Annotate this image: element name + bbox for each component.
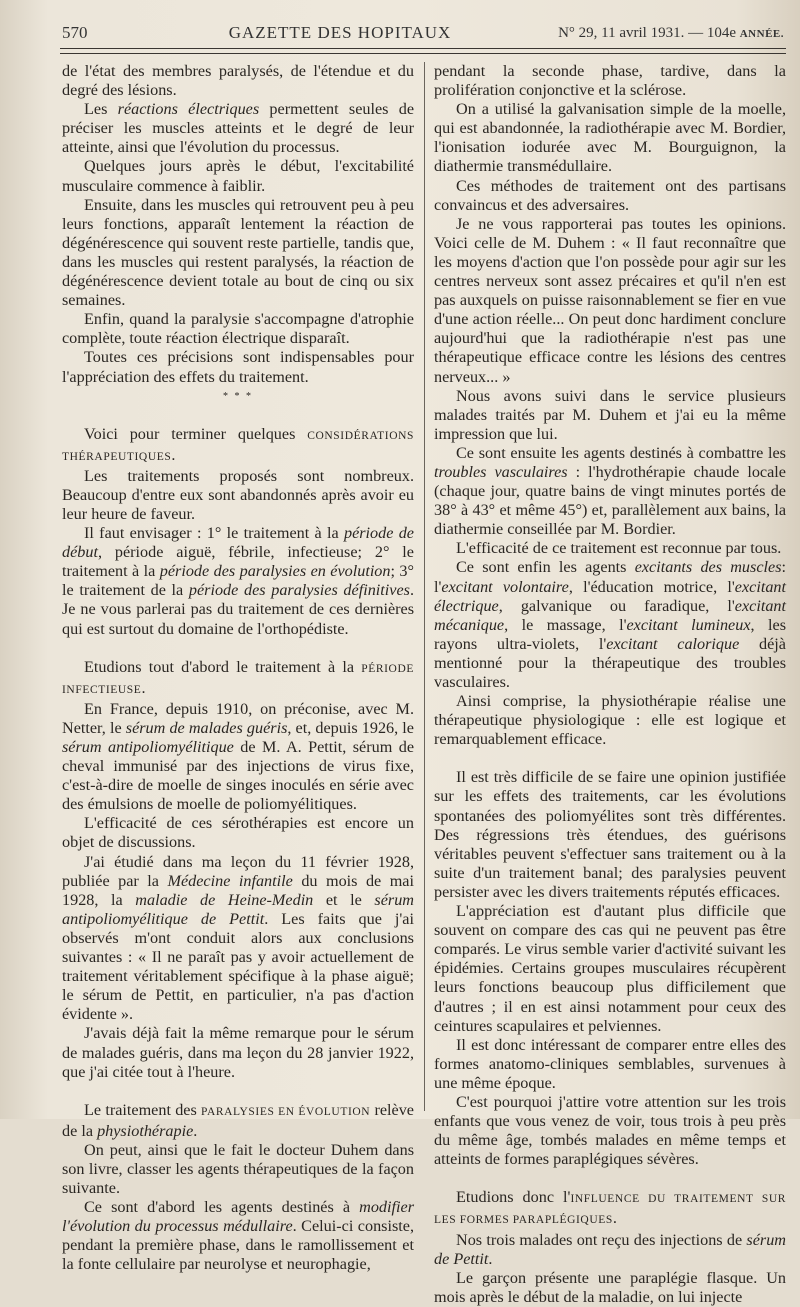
paragraph: Etudions donc l'INFLUENCE DU TRAITEMENT SUR LES FORMES PARAPLÉGIQUES. bbox=[434, 1188, 787, 1228]
paragraph: Ce sont d'abord les agents destinés à modifier l'évolution du processus médullaire. Celui-ci consiste, pendant la première phase, dans le ramollissement et la fonte cellulaire par neurolyse et neurophagie, bbox=[62, 1198, 415, 1274]
paragraph: pendant la seconde phase, tardive, dans la prolifération conjonctive et la sclérose. bbox=[434, 62, 786, 100]
paragraph: Nos trois malades ont reçu des injections de sérum de Pettit. bbox=[434, 1230, 786, 1268]
paragraph: Il faut envisager : 1° le traitement à la période de début, période aiguë, fébrile, infectieuse; 2° le traitement à la période des paralysies en évolution; 3° le traitement de la période des paralysies définitives. Je ne vous parlerai pas du traitement de ces dernières qui est surtout du domaine de l'orthopédiste. bbox=[62, 524, 414, 638]
issue-info bbox=[558, 25, 784, 42]
section-separator: * * * bbox=[223, 390, 253, 402]
paragraph: Ce sont ensuite les agents destinés à combattre les troubles vasculaires : l'hydrothérapie chaude locale (chaque jour, quatre bains de vingt minutes portés de 38° à 43° et même 45°) et, parallèlement aux bains, la diathermie conseillée par M. Bordier. bbox=[434, 443, 786, 539]
paragraph: Le traitement des PARALYSIES EN ÉVOLUTION relève de la physiothérapie. bbox=[62, 1100, 414, 1140]
paragraph: On a utilisé la galvanisation simple de la moelle, qui est abandonnée, la radiothérapie avec M. Bordier, l'ionisation iodurée avec M. Bourguignon, la diathermie transmédullaire. bbox=[434, 100, 786, 176]
column-divider bbox=[424, 62, 425, 1111]
paragraph: Il est très difficile de se faire une opinion justifiée sur les effets des traitements, car les évolutions spontanées des poliomyélites sont très différentes. Des régressions très étendues, des guérisons véritables peuvent s'effectuer sans traitement ou à la suite d'un traitement banal; des paralysies peuvent persister avec les divers traitements réputés efficaces. bbox=[434, 768, 786, 901]
right-column bbox=[434, 62, 786, 1307]
paragraph: Ensuite, dans les muscles qui retrouvent peu à peu leurs fonctions, apparaît lentement la réaction de dégénérescence qui souvent reste partielle, tandis que, dans les muscles qui restent paralysés, la réaction de dégénérescence devient totale au bout de cinq ou six semaines. bbox=[62, 195, 414, 310]
paragraph: Voici pour terminer quelques CONSIDÉRATIONS THÉRAPEUTIQUES. bbox=[62, 424, 414, 464]
paragraph: Je ne vous rapporterai pas toutes les opinions. Voici celle de M. Duhem : « Il faut reconnaître que les moyens d'action que l'on possède pour agir sur les centres nerveux sont assez précaires et qu'il n'en est pas auxquels on puisse raisonnablement se fier en vue d'une action réelle... On peut donc hardiment conclure aujourd'hui que la radiothérapie n'est pas une thérapeutique efficace contre les lésions des centres nerveux... » bbox=[434, 214, 786, 386]
paragraph: On peut, ainsi que le fait le docteur Duhem dans son livre, classer les agents thérapeutiques de la façon suivante. bbox=[62, 1140, 414, 1198]
header-rule bbox=[60, 48, 786, 49]
left-column bbox=[62, 62, 414, 1275]
paragraph: Etudions tout d'abord le traitement à la PÉRIODE INFECTIEUSE. bbox=[62, 657, 414, 697]
paragraph: Les traitements proposés sont nombreux. Beaucoup d'entre eux sont abandonnés après avoir eu leur heure de faveur. bbox=[62, 466, 414, 523]
paragraph: J'ai étudié dans ma leçon du 11 février 1928, publiée par la Médecine infantile du mois de mai 1928, la maladie de Heine-Medin et le sérum antipoliomyélitique de Pettit. Les faits que j'ai observés m'ont conduit alors aux conclusions suivantes : « Il ne paraît pas y avoir actuellement de traitement véritablement spécifique à la phase aiguë; le sérum de Pettit, en particulier, n'a pas d'action évidente ». bbox=[62, 852, 414, 1024]
paragraph: L'efficacité de ces sérothérapies est encore un objet de discussions. bbox=[62, 814, 414, 852]
paragraph: Ainsi comprise, la physiothérapie réalise une thérapeutique physiologique : elle est logique et remarquablement efficace. bbox=[434, 692, 786, 749]
issue-year-label: ANNÉE. bbox=[739, 27, 784, 40]
journal-title: GAZETTE DES HOPITAUX bbox=[228, 23, 452, 42]
paragraph: C'est pourquoi j'attire votre attention sur les trois enfants que vous venez de voir, tous trois à peu près du même âge, tombés malades en même temps et atteints de formes paraplégiques sévères. bbox=[434, 1092, 786, 1169]
header-rule-thin bbox=[60, 53, 786, 54]
paragraph: de l'état des membres paralysés, de l'étendue et du degré des lésions. bbox=[62, 62, 414, 100]
paragraph: L'appréciation est d'autant plus difficile que souvent on compare des cas qui ne peuvent pas être comparés. Le virus semble varier d'activité suivant les épidémies. Certains groupes musculaires récupèrent leurs fonctions beaucoup plus difficilement que d'autres ; il en est ainsi notamment pour ceux des ceintures scapulaires et pelviennes. bbox=[434, 902, 786, 1035]
paragraph: Nous avons suivi dans le service plusieurs malades traités par M. Duhem et j'ai eu la même impression que lui. bbox=[434, 386, 786, 443]
page-header bbox=[62, 18, 784, 48]
paragraph: Quelques jours après le début, l'excitabilité musculaire commence à faiblir. bbox=[62, 157, 414, 195]
paragraph: Les réactions électriques permettent seules de préciser les muscles atteints et le degré de leur atteinte, ainsi que l'évolution du processus. bbox=[62, 100, 415, 157]
paragraph: En France, depuis 1910, on préconise, avec M. Netter, le sérum de malades guéris, et, depuis 1926, le sérum antipoliomyélitique de M. A. Pettit, sérum de cheval immunisé par des injections de virus fixe, c'est-à-dire de moelle de singes inoculés en série avec des émulsions de moelle de poliomyélitiques. bbox=[62, 699, 415, 814]
page-number: 570 bbox=[62, 23, 88, 42]
paragraph: Il est donc intéressant de comparer entre elles des formes anatomo-cliniques semblables, survenues à une même époque. bbox=[434, 1035, 786, 1092]
paragraph: Toutes ces précisions sont indispensables pour l'appréciation des effets du traitement. bbox=[62, 348, 414, 386]
paragraph: Ce sont enfin les agents excitants des muscles: l'excitant volontaire, l'éducation motrice, l'excitant électrique, galvanique ou faradique, l'excitant mécanique, le massage, l'excitant lumineux, les rayons ultra-violets, l'excitant calorique déjà mentionné pour la thérapeutique des troubles vasculaires. bbox=[434, 558, 787, 691]
issue-date: N° 29, 11 avril 1931. — 104e bbox=[558, 24, 740, 41]
paragraph: Ces méthodes de traitement ont des partisans convaincus et des adversaires. bbox=[434, 176, 786, 214]
paragraph: Le garçon présente une paraplégie flasque. Un mois après le début de la maladie, on lui injecte bbox=[434, 1268, 786, 1306]
paragraph: L'efficacité de ce traitement est reconnue par tous. bbox=[456, 539, 782, 558]
paragraph: Enfin, quand la paralysie s'accompagne d'atrophie complète, toute réaction électrique disparaît. bbox=[62, 310, 414, 348]
paragraph: J'avais déjà fait la même remarque pour le sérum de malades guéris, dans ma leçon du 28 janvier 1922, que j'ai citée tout à l'heure. bbox=[62, 1024, 414, 1081]
